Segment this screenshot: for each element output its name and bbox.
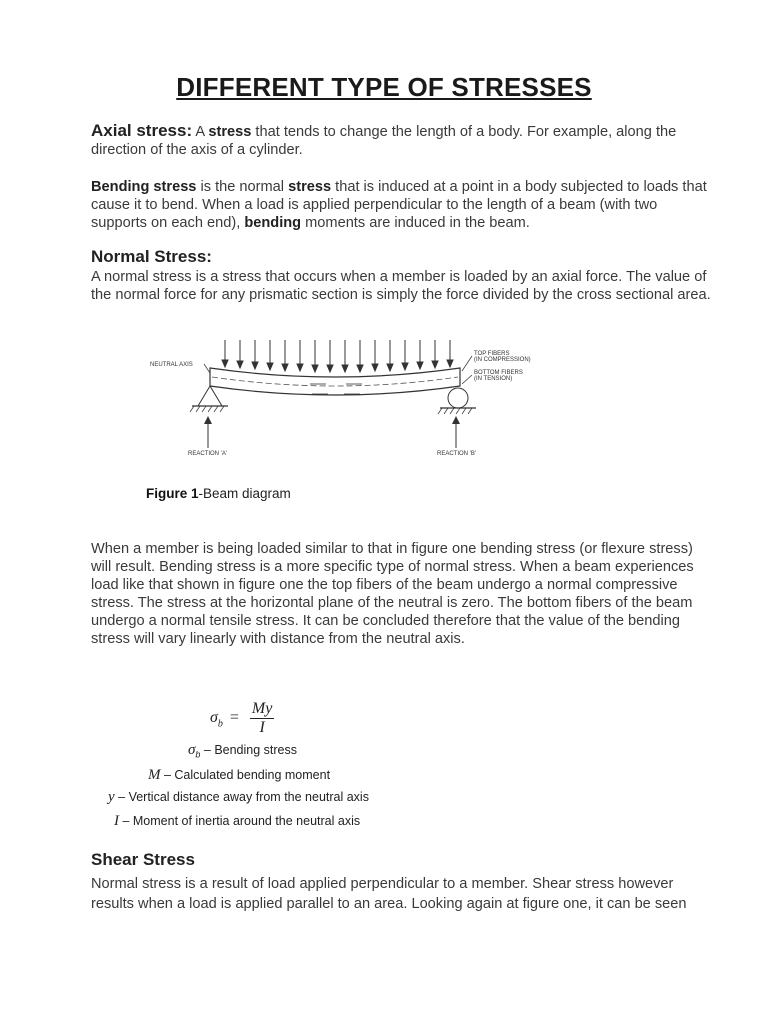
beam-diagram xyxy=(140,340,540,470)
definition-symbol-sub: b xyxy=(195,749,201,760)
label-bottom-fibers: BOTTOM FIBERS xyxy=(474,370,523,376)
definition-symbol: M xyxy=(148,767,161,783)
formula-lhs-sub: b xyxy=(217,718,223,730)
definition-text: – Calculated bending moment xyxy=(160,768,331,782)
shear-stress-heading: Shear Stress xyxy=(91,850,195,869)
definition-m xyxy=(148,767,330,784)
axial-text-post: that tends to change the length of a body. For example, along the direction of the axis of a cylinder. xyxy=(91,124,677,158)
page-title: DIFFERENT TYPE OF STRESSES xyxy=(176,72,592,102)
bending-stress-paragraph xyxy=(91,178,715,232)
bending-bold-2: stress xyxy=(288,179,332,195)
label-neutral-axis: NEUTRAL AXIS xyxy=(150,362,193,368)
definition-symbol: σ xyxy=(188,742,196,758)
definition-sigma xyxy=(188,742,297,760)
definition-text: – Moment of inertia around the neutral axis xyxy=(119,814,361,828)
figure-caption-text: -Beam diagram xyxy=(198,486,291,501)
definition-text: – Bending stress xyxy=(200,743,298,757)
definition-y xyxy=(108,789,369,806)
formula-denominator: I xyxy=(259,719,265,736)
label-reaction-a: REACTION 'A' xyxy=(188,451,227,457)
normal-stress-heading: Normal Stress: xyxy=(91,247,212,266)
label-reaction-b: REACTION 'B' xyxy=(437,451,476,457)
definition-i xyxy=(114,813,360,830)
formula-fraction xyxy=(250,700,274,737)
formula-lhs: σ xyxy=(210,709,218,727)
bending-text-3: moments are induced in the beam. xyxy=(301,215,530,231)
formula-equals: = xyxy=(229,709,239,727)
definition-symbol: y xyxy=(108,789,115,805)
bending-bold-3: bending xyxy=(244,215,302,231)
axial-bold-word: stress xyxy=(208,124,252,140)
bending-stress-formula xyxy=(210,700,274,737)
bending-text-2: that is induced at a point in a body subjected to loads that cause it to bend. When a load is applied perpendicular to the length of a beam (with two supports on each end), xyxy=(91,179,707,231)
label-bottom-fibers-sub: (IN TENSION) xyxy=(474,376,513,382)
axial-text-pre: A xyxy=(192,124,209,140)
bending-text-1: is the normal xyxy=(196,179,289,195)
shear-stress-paragraph: Normal stress is a result of load applied perpendicular to a member. Shear stress however results when a load is applied parallel to an area. Looking again at figure one, it can be seen xyxy=(91,876,687,912)
axial-stress-paragraph xyxy=(91,122,715,159)
definition-text: – Vertical distance away from the neutral axis xyxy=(114,790,369,804)
formula-numerator: My xyxy=(251,700,273,717)
axial-stress-heading: Axial stress: xyxy=(91,121,193,140)
normal-stress-paragraph: A normal stress is a stress that occurs when a member is loaded by an axial force. The value of the normal force for any prismatic section is simply the force divided by the cross sectional area. xyxy=(91,269,711,303)
figure-caption-bold: Figure 1 xyxy=(146,486,199,501)
bending-explanation-paragraph: When a member is being loaded similar to that in figure one bending stress (or flexure stress) will result. Bending stress is a more specific type of normal stress. When a beam experiences load like that shown in figure one the top fibers of the beam undergo a normal compressive stress. The stress at the horizontal plane of the neutral is zero. The bottom fibers of the beam undergo a normal tensile stress. It can be concluded therefore that the value of the bending stress will vary linearly with distance from the neutral axis. xyxy=(91,541,694,647)
bending-bold-1: Bending stress xyxy=(91,179,197,195)
figure-caption xyxy=(146,486,291,501)
label-top-fibers: TOP FIBERS xyxy=(474,351,510,357)
label-top-fibers-sub: (IN COMPRESSION) xyxy=(474,357,531,363)
definition-symbol: I xyxy=(114,813,119,829)
